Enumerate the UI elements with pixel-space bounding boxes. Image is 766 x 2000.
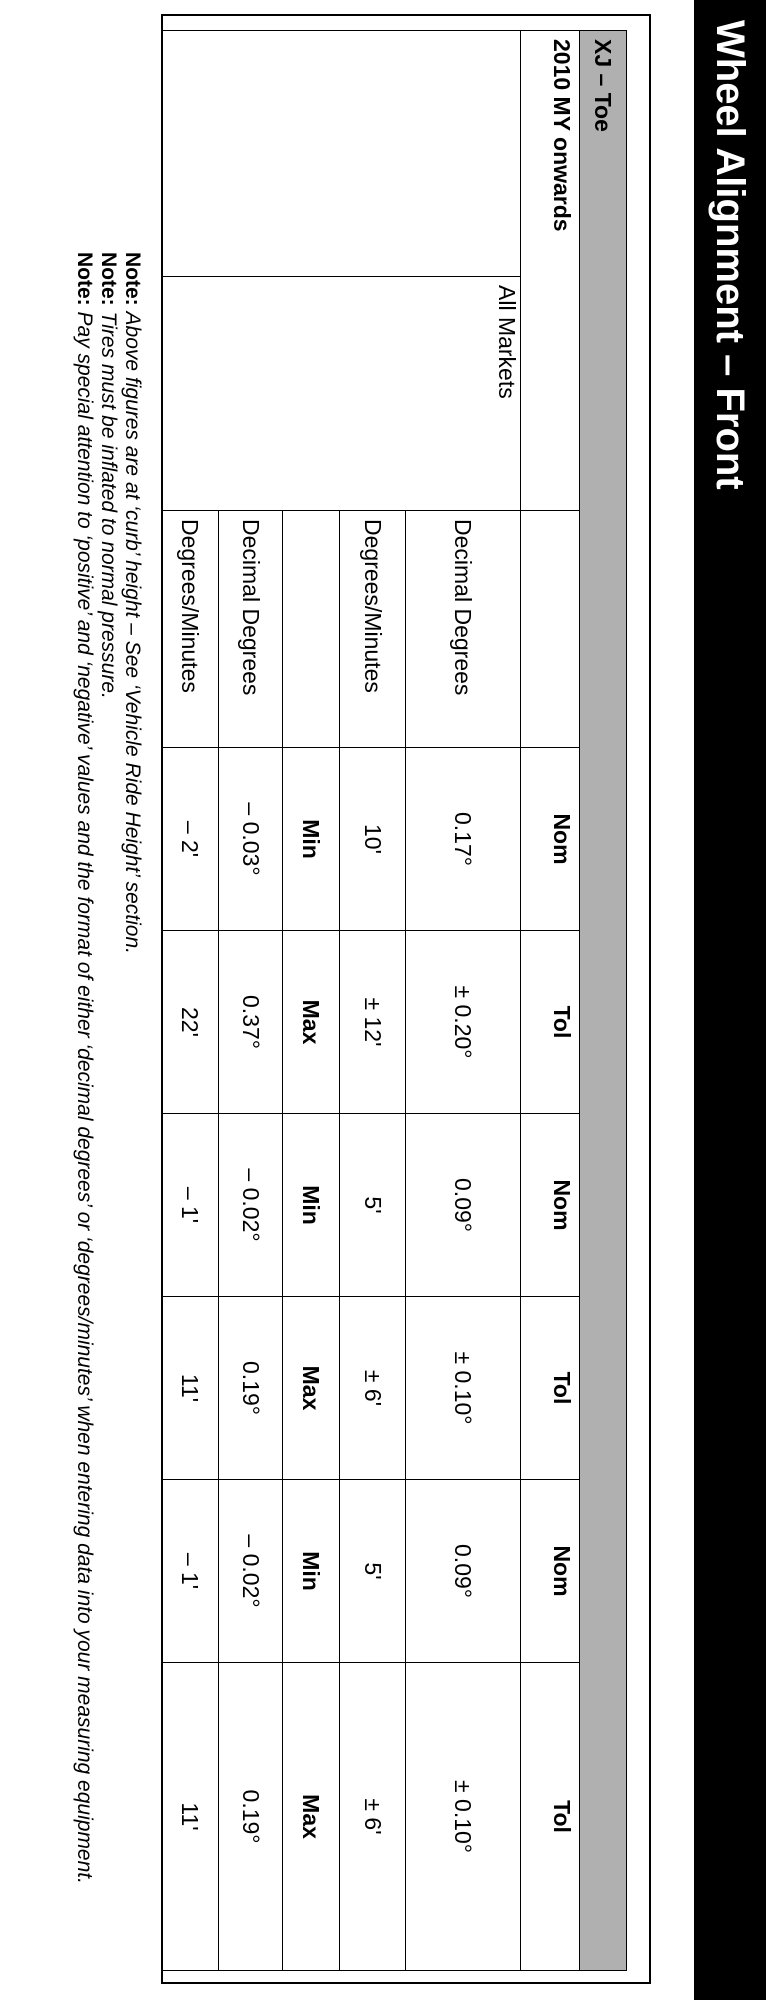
table-cell: – 0.02° xyxy=(218,1114,282,1297)
table-cell: 0.17° xyxy=(406,748,521,931)
table-cell: 0.09° xyxy=(406,1114,521,1297)
note-label: Note: xyxy=(73,252,96,306)
table-cell: Min xyxy=(282,1480,339,1663)
page-title: Wheel Alignment – Front xyxy=(694,0,766,2000)
table-cell: 0.09° xyxy=(406,1480,521,1663)
table-cell: Max xyxy=(282,1297,339,1480)
note-text: Above figures are at ‘curb’ height – See ‘Vehicle Ride Height’ section. xyxy=(121,311,144,954)
table-cell: Max xyxy=(282,1663,339,1971)
header-cell: Nom xyxy=(520,748,579,931)
table-cell: ± 12' xyxy=(339,931,405,1114)
row-label: Degrees/Minutes xyxy=(162,511,219,748)
notes-section xyxy=(72,252,144,1972)
row-label xyxy=(282,511,339,748)
table-cell: Min xyxy=(282,1114,339,1297)
market-label: All Markets xyxy=(162,277,521,511)
table-band-title: XJ – Toe xyxy=(579,31,626,1971)
header-spacer xyxy=(520,511,579,748)
row-label: Decimal Degrees xyxy=(218,511,282,748)
note-line xyxy=(120,252,144,1972)
table-cell: – 1' xyxy=(162,1480,219,1663)
table-cell: ± 6' xyxy=(339,1297,405,1480)
table-cell: 5' xyxy=(339,1114,405,1297)
period-label: 2010 MY onwards xyxy=(520,31,579,511)
table-cell: 0.19° xyxy=(218,1663,282,1971)
table-cell: 5' xyxy=(339,1480,405,1663)
table-cell: ± 0.10° xyxy=(406,1297,521,1480)
table-cell: Min xyxy=(282,748,339,931)
table-band-row xyxy=(579,31,626,1971)
note-line xyxy=(96,252,120,1972)
table-row xyxy=(406,31,521,1971)
table-header-row xyxy=(520,31,579,1971)
table-cell: – 0.02° xyxy=(218,1480,282,1663)
row-label: Decimal Degrees xyxy=(406,511,521,748)
table-cell: ± 6' xyxy=(339,1663,405,1971)
table-cell: 11' xyxy=(162,1297,219,1480)
toe-spec-table xyxy=(161,30,627,1971)
spacer-column xyxy=(162,31,521,277)
table-cell: – 1' xyxy=(162,1114,219,1297)
header-cell: Tol xyxy=(520,931,579,1114)
table-cell: 0.37° xyxy=(218,931,282,1114)
note-text: Tires must be inflated to normal pressure. xyxy=(97,311,120,699)
note-label: Note: xyxy=(97,252,120,306)
table-cell: 10' xyxy=(339,748,405,931)
header-cell: Nom xyxy=(520,1480,579,1663)
spec-table-frame xyxy=(161,14,651,1984)
table-cell: Max xyxy=(282,931,339,1114)
note-text: Pay special attention to ‘positive’ and ‘negative’ values and the format of either ‘decimal degrees’ or ‘degrees/minutes’ when entering data into your measuring equipment. xyxy=(73,311,96,1884)
row-label: Degrees/Minutes xyxy=(339,511,405,748)
table-cell: ± 0.20° xyxy=(406,931,521,1114)
table-top-margin xyxy=(627,16,649,1982)
table-cell: 11' xyxy=(162,1663,219,1971)
header-cell: Nom xyxy=(520,1114,579,1297)
note-label: Note: xyxy=(121,252,144,306)
header-cell: Tol xyxy=(520,1297,579,1480)
table-cell: – 2' xyxy=(162,748,219,931)
table-cell: – 0.03° xyxy=(218,748,282,931)
header-cell: Tol xyxy=(520,1663,579,1971)
table-cell: ± 0.10° xyxy=(406,1663,521,1971)
table-cell: 22' xyxy=(162,931,219,1114)
note-line xyxy=(72,252,96,1972)
table-cell: 0.19° xyxy=(218,1297,282,1480)
